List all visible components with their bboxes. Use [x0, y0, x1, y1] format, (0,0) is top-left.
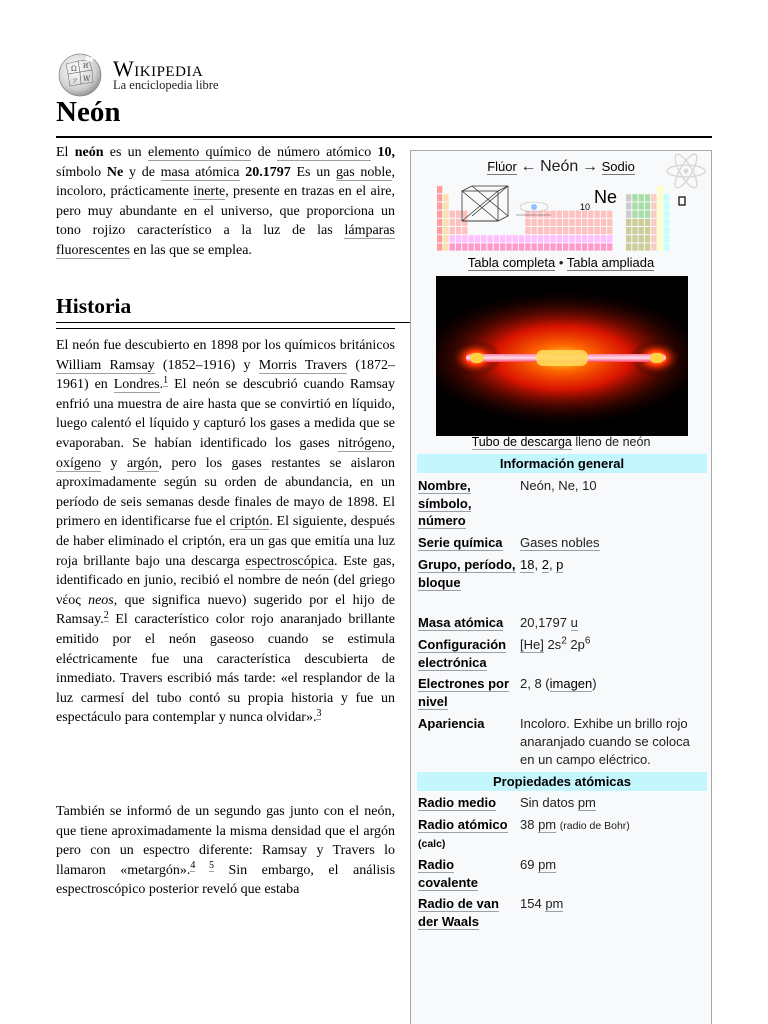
- periodic-table-cell: [544, 227, 549, 234]
- periodic-table-cell: [456, 219, 461, 226]
- periodic-table-cell: [443, 202, 448, 209]
- periodic-table-cell: [632, 243, 637, 250]
- periodic-table-cell: [506, 235, 511, 242]
- periodic-table-cell: [651, 202, 656, 209]
- periodic-table-cell: [595, 211, 600, 218]
- periodic-table-cell: [557, 211, 562, 218]
- svg-text:Ω: Ω: [71, 65, 77, 73]
- periodic-table-cell: [658, 186, 663, 193]
- periodic-table-cell: [588, 243, 593, 250]
- periodic-table-cell: [651, 235, 656, 242]
- periodic-table-cell: [632, 227, 637, 234]
- page-title: Neón: [56, 96, 121, 128]
- wikipedia-globe-logo[interactable]: [56, 52, 104, 98]
- periodic-table-cell: [582, 243, 587, 250]
- periodic-table-cell: [450, 235, 455, 242]
- label-configuracion-electronica: Configuración electrónica: [418, 637, 507, 670]
- periodic-table-cell: [651, 211, 656, 218]
- periodic-table-cell: [519, 235, 524, 242]
- periodic-table-cell: [639, 219, 644, 226]
- periodic-table-cell: [563, 227, 568, 234]
- periodic-table-cell: [626, 243, 631, 250]
- link-tubo-de-descarga[interactable]: Tubo de descarga: [471, 435, 572, 449]
- periodic-table-cell: [450, 243, 455, 250]
- periodic-table-cell: [626, 235, 631, 242]
- periodic-table-cell: [443, 243, 448, 250]
- periodic-table-cell: [450, 211, 455, 218]
- reference-3[interactable]: 3: [316, 707, 322, 719]
- periodic-table-cell: [651, 243, 656, 250]
- neon-discharge-tube-image[interactable]: [436, 276, 688, 436]
- periodic-table-cell: [450, 227, 455, 234]
- periodic-table-cell: [601, 227, 606, 234]
- label-serie-quimica: Serie química: [418, 535, 503, 550]
- periodic-table-cell: [525, 235, 530, 242]
- periodic-table-cell: [532, 243, 537, 250]
- periodic-table-cell: [651, 219, 656, 226]
- label-nombre: Nombre, símbolo, número: [418, 478, 472, 528]
- periodic-table-cell: [569, 211, 574, 218]
- periodic-table-cell: [550, 219, 555, 226]
- periodic-table-cell: [456, 211, 461, 218]
- periodic-table-cell: [582, 235, 587, 242]
- periodic-table-cell: [569, 227, 574, 234]
- periodic-table-cell: [626, 211, 631, 218]
- periodic-table-thumbnail[interactable]: [436, 185, 690, 253]
- periodic-table-cell: [563, 219, 568, 226]
- element-navigation: [410, 158, 712, 176]
- periodic-table-cell: [645, 227, 650, 234]
- periodic-table-cell: [601, 243, 606, 250]
- value-electrones-por-nivel: 2, 8 (imagen): [520, 676, 597, 691]
- periodic-table-cell: [443, 219, 448, 226]
- periodic-table-cell: [645, 211, 650, 218]
- periodic-table-cell: [588, 235, 593, 242]
- reference-5[interactable]: 5: [208, 860, 214, 872]
- periodic-table-cell: [645, 235, 650, 242]
- periodic-table-cell: [658, 243, 663, 250]
- periodic-table-cell: [651, 194, 656, 201]
- periodic-table-cell: [538, 227, 543, 234]
- label-grupo: Grupo, período, bloque: [418, 557, 516, 590]
- periodic-table-cell: [639, 202, 644, 209]
- element-symbol: Ne: [594, 187, 618, 207]
- value-serie-quimica: Gases nobles: [520, 535, 600, 550]
- periodic-table-cell: [595, 227, 600, 234]
- periodic-table-cell: [569, 243, 574, 250]
- periodic-table-cell: [601, 211, 606, 218]
- periodic-table-cell: [469, 235, 474, 242]
- label-electrones-por-nivel: Electrones por nivel: [418, 676, 510, 709]
- periodic-table-cell: [645, 243, 650, 250]
- periodic-table-cell: [513, 235, 518, 242]
- periodic-table-cell: [607, 243, 612, 250]
- periodic-table-cell: [487, 243, 492, 250]
- periodic-table-cell: [519, 243, 524, 250]
- periodic-table-cell: [658, 235, 663, 242]
- periodic-table-cell: [658, 202, 663, 209]
- periodic-table-cell: [563, 211, 568, 218]
- periodic-table-cell: [481, 235, 486, 242]
- nav-next-sodio[interactable]: Sodio: [601, 159, 635, 174]
- periodic-table-cell: [607, 235, 612, 242]
- link-morris-travers[interactable]: Morris Travers: [258, 357, 348, 373]
- periodic-table-cell: [582, 227, 587, 234]
- periodic-table-cell: [576, 227, 581, 234]
- table-links: Tabla completa • Tabla ampliada: [467, 255, 655, 270]
- value-radio-covalente: 69 pm: [520, 857, 557, 872]
- link-tabla-completa[interactable]: Tabla completa: [467, 255, 556, 270]
- periodic-table-cell: [437, 227, 442, 234]
- link-lamparas-fluorescentes[interactable]: lámparas fluorescentes: [56, 223, 395, 258]
- periodic-table-cell: [664, 219, 669, 226]
- label-radio-van-der-waals: Radio de van der Waals: [418, 896, 499, 929]
- reference-1[interactable]: 1: [163, 374, 169, 386]
- label-masa-atomica: Masa atómica: [418, 615, 504, 630]
- periodic-table-cell: [664, 235, 669, 242]
- link-periodo-2[interactable]: 2: [541, 557, 549, 572]
- periodic-table-cell: [664, 202, 669, 209]
- periodic-table-cell: [544, 211, 549, 218]
- link-numero-atomico[interactable]: número atómico: [277, 145, 372, 160]
- periodic-table-cell: [525, 227, 530, 234]
- periodic-table-cell: [475, 235, 480, 242]
- periodic-table-cell: [437, 235, 442, 242]
- periodic-table-cell: [437, 243, 442, 250]
- periodic-table-cell: [639, 235, 644, 242]
- value-radio-atomico: 38 pm (radio de Bohr): [520, 817, 630, 832]
- periodic-table-cell: [456, 235, 461, 242]
- link-espectroscopica[interactable]: espectroscópica: [245, 553, 335, 569]
- link-gas-noble[interactable]: gas noble: [336, 164, 392, 180]
- link-bloque-p[interactable]: p: [556, 557, 564, 572]
- periodic-table-cells: [437, 186, 669, 251]
- link-nitrogeno[interactable]: nitrógeno: [337, 435, 392, 451]
- section-informacion-general: Información general: [417, 454, 707, 473]
- section-heading-historia: Historia: [56, 294, 132, 318]
- periodic-table-cell: [532, 235, 537, 242]
- image-caption: Tubo de descarga lleno de neón: [471, 435, 651, 449]
- arrow-right-icon: →: [581, 158, 598, 175]
- periodic-table-cell: [544, 243, 549, 250]
- periodic-table-cell: [626, 194, 631, 201]
- periodic-table-cell: [456, 243, 461, 250]
- periodic-table-cell: [563, 243, 568, 250]
- link-cripton[interactable]: criptón: [229, 514, 270, 530]
- element-number: 10: [580, 202, 591, 212]
- periodic-table-cell: [658, 227, 663, 234]
- periodic-table-cell: [563, 235, 568, 242]
- link-oxigeno[interactable]: oxígeno: [56, 455, 102, 471]
- value-configuracion-electronica: [He] $2s^2$ $2p^6$: [520, 635, 591, 652]
- periodic-table-cell: [639, 194, 644, 201]
- section-propiedades-atomicas: Propiedades atómicas: [417, 772, 707, 791]
- periodic-table-cell: [475, 243, 480, 250]
- reference-2[interactable]: 2: [103, 609, 109, 621]
- historia-divider-bottom: [56, 328, 395, 329]
- periodic-table-cell: [645, 219, 650, 226]
- value-apariencia: Incoloro. Exhibe un brillo rojo anaranjado cuando se coloca en un campo eléctrico.: [520, 716, 690, 767]
- link-masa-atomica[interactable]: masa atómica: [160, 164, 240, 180]
- periodic-table-cell: [462, 235, 467, 242]
- periodic-table-cell: [639, 243, 644, 250]
- periodic-table-cell: [651, 227, 656, 234]
- periodic-table-cell: [443, 194, 448, 201]
- historia-paragraph-2: También se informó de un segundo gas junto con el neón, que tiene aproximadamente la misma densidad que el argón pero con un espectro diferente: Ramsay y Travers lo llamaron «metargón».$^{4 5}$ Sin embargo, el análisis espectroscópico posterior reveló que estaba: [56, 804, 396, 898]
- periodic-table-cell: [500, 243, 505, 250]
- value-masa-atomica: 20,1797 u: [520, 615, 578, 630]
- wikipedia-tagline: La enciclopedia libre: [113, 78, 219, 92]
- periodic-table-cell: [550, 243, 555, 250]
- periodic-table-cell: [632, 211, 637, 218]
- neon-position-marker: [679, 197, 685, 205]
- svg-text:ア: ア: [72, 78, 79, 85]
- periodic-table-cell: [607, 211, 612, 218]
- periodic-table-cell: [664, 243, 669, 250]
- periodic-table-cell: [550, 227, 555, 234]
- periodic-table-cell: [658, 219, 663, 226]
- nav-current-element: Neón: [540, 158, 579, 175]
- periodic-table-cell: [588, 219, 593, 226]
- periodic-table-cell: [437, 219, 442, 226]
- link-londres[interactable]: Londres: [113, 377, 160, 393]
- periodic-table-cell: [588, 227, 593, 234]
- periodic-table-cell: [601, 235, 606, 242]
- periodic-table-cell: [513, 243, 518, 250]
- periodic-table-cell: [532, 219, 537, 226]
- periodic-table-cell: [456, 227, 461, 234]
- periodic-table-cell: [525, 243, 530, 250]
- periodic-table-cell: [639, 211, 644, 218]
- periodic-table-cell: [443, 235, 448, 242]
- periodic-table-cell: [462, 243, 467, 250]
- reference-4[interactable]: 4: [190, 860, 196, 872]
- periodic-table-cell: [595, 243, 600, 250]
- link-elemento-quimico[interactable]: elemento químico: [147, 145, 252, 160]
- periodic-table-cell: [469, 243, 474, 250]
- link-tabla-ampliada[interactable]: Tabla ampliada: [566, 255, 655, 270]
- intro-paragraph: El neón es un elemento químico de número atómico 10, símbolo Ne y de masa atómica 20.1797 Es un gas noble, incoloro, prácticamente inerte, presente en trazas en el aire, pero muy abundante en el universo, que proporciona un tono rojizo característico a la luz de las lámparas fluorescentes en las que se emplea.: [56, 145, 396, 258]
- historia-paragraph-1: El neón fue descubierto en 1898 por los químicos británicos William Ramsay (1852–1916) y Morris Travers (1872–1961) en Londres.$^1$ El neón se descubrió cuando Ramsay enfrió una muestra de aire hasta que se convirtió en líquido, luego calentó el líquido y capturó los gases a medida que se evaporaban. Se habían identificado los gases nitrógeno, oxígeno y argón, pero los gases restantes se aislaron aproximadamente según su orden de abundancia, en un período de seis semanas desde finales de mayo de 1898. El primero en identificarse fue el criptón. El siguiente, después de haber eliminado el criptón, era un gas que emitía una luz roja brillante bajo una descarga espectroscópica. Este gas, identificado en junio, recibió el nombre de neón (del griego νέος neos, que significa nuevo) sugerido por el hijo de Ramsay.$^2$ El característico color rojo anaranjado brillante emitido por el neón gaseoso cuando se estimula eléctricamente fue una característica descubierta de inmediato. Travers escribió más tarde: «el resplandor de la luz carmesí del tubo contó su propia historia y fue un espectáculo para contemplar y nunca olvidar».$^3$: [56, 338, 396, 726]
- periodic-table-cell: [569, 219, 574, 226]
- periodic-table-cell: [576, 235, 581, 242]
- label-apariencia: Apariencia: [418, 716, 485, 731]
- periodic-table-cell: [532, 227, 537, 234]
- label-radio-covalente: Radio covalente: [418, 857, 478, 890]
- periodic-table-cell: [595, 235, 600, 242]
- periodic-table-cell: [658, 194, 663, 201]
- periodic-table-cell: [626, 219, 631, 226]
- periodic-table-cell: [462, 227, 467, 234]
- label-radio-medio: Radio medio: [418, 795, 497, 810]
- periodic-table-cell: [506, 243, 511, 250]
- periodic-table-cell: [538, 243, 543, 250]
- value-radio-medio: Sin datos pm: [520, 795, 596, 810]
- link-inerte[interactable]: inerte: [193, 184, 226, 200]
- periodic-table-cell: [626, 227, 631, 234]
- periodic-table-cell: [576, 243, 581, 250]
- periodic-table-cell: [607, 227, 612, 234]
- periodic-table-cell: [494, 243, 499, 250]
- periodic-table-cell: [525, 219, 530, 226]
- periodic-table-cell: [538, 235, 543, 242]
- periodic-table-cell: [595, 219, 600, 226]
- periodic-table-cell: [500, 235, 505, 242]
- periodic-table-cell: [632, 202, 637, 209]
- periodic-table-cell: [639, 227, 644, 234]
- periodic-table-cell: [632, 194, 637, 201]
- periodic-table-cell: [544, 219, 549, 226]
- periodic-table-cell: [550, 211, 555, 218]
- wikipedia-wordmark[interactable]: Wikipedia: [113, 56, 204, 81]
- periodic-table-cell: [576, 219, 581, 226]
- svg-text:W: W: [83, 75, 91, 83]
- periodic-table-cell: [569, 235, 574, 242]
- link-grupo-18[interactable]: 18: [520, 557, 535, 572]
- periodic-table-cell: [601, 219, 606, 226]
- value-radio-van-der-waals: 154 pm: [520, 896, 564, 911]
- crystal-structure-icon: [462, 186, 508, 221]
- periodic-table-cell: [557, 219, 562, 226]
- periodic-table-cell: [557, 243, 562, 250]
- periodic-table-cell: [607, 219, 612, 226]
- periodic-table-cell: [658, 211, 663, 218]
- periodic-table-cell: [437, 211, 442, 218]
- periodic-table-cell: [437, 194, 442, 201]
- periodic-table-cell: [437, 202, 442, 209]
- periodic-table-cell: [626, 202, 631, 209]
- periodic-table-cell: [632, 219, 637, 226]
- value-grupo: 18, 2, p: [520, 557, 564, 572]
- periodic-table-cell: [450, 219, 455, 226]
- periodic-table-cell: [544, 235, 549, 242]
- nav-prev-fluor[interactable]: Flúor: [487, 159, 517, 174]
- link-william-ramsay[interactable]: William Ramsay: [56, 357, 155, 373]
- periodic-table-cell: [538, 219, 543, 226]
- periodic-table-cell: [582, 219, 587, 226]
- label-radio-atomico: Radio atómico (calc): [418, 817, 508, 850]
- periodic-table-cell: [437, 186, 442, 193]
- periodic-table-cell: [443, 227, 448, 234]
- periodic-table-cell: [664, 211, 669, 218]
- periodic-table-cell: [494, 235, 499, 242]
- periodic-table-cell: [645, 194, 650, 201]
- arrow-left-icon: ←: [520, 158, 537, 175]
- periodic-table-cell: [645, 202, 650, 209]
- link-imagen[interactable]: imagen: [549, 676, 593, 691]
- title-divider: [56, 136, 712, 138]
- periodic-table-cell: [557, 235, 562, 242]
- periodic-table-cell: [443, 211, 448, 218]
- periodic-table-cell: [557, 227, 562, 234]
- periodic-table-cell: [550, 235, 555, 242]
- periodic-table-cell: [664, 194, 669, 201]
- svg-text:И: И: [83, 63, 89, 70]
- value-nombre: Neón, Ne, 10: [520, 478, 597, 493]
- periodic-table-cell: [481, 243, 486, 250]
- link-argon[interactable]: argón: [126, 455, 159, 471]
- periodic-table-cell: [632, 235, 637, 242]
- periodic-table-cell: [487, 235, 492, 242]
- periodic-table-cell: [664, 227, 669, 234]
